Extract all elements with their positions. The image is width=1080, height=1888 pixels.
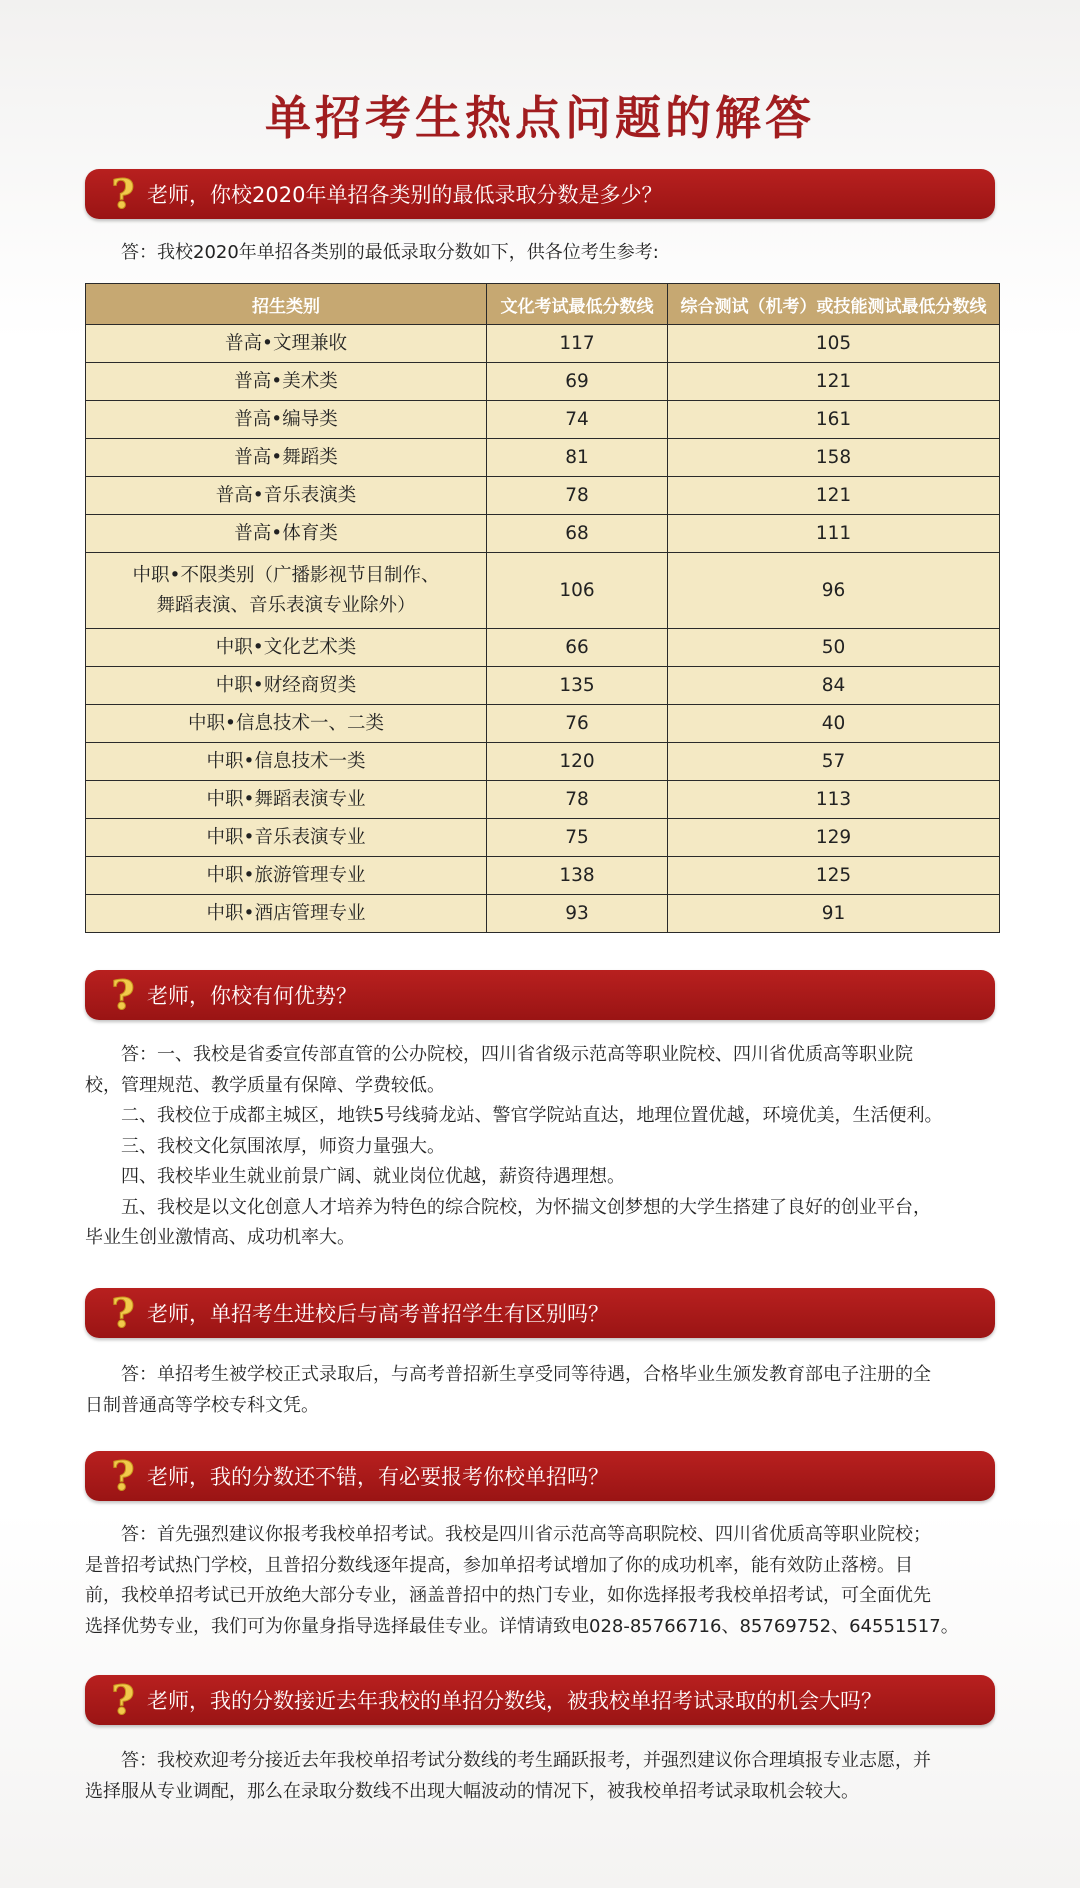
question-bar-1 [85, 169, 995, 219]
cell-category: 中职•财经商贸类 [86, 667, 487, 705]
cell-culture-score: 76 [487, 705, 668, 743]
table-row [86, 705, 1000, 743]
column-header: 文化考试最低分数线 [487, 284, 668, 325]
cell-category: 普高•文理兼收 [86, 325, 487, 363]
cell-category: 中职•文化艺术类 [86, 629, 487, 667]
cell-test-score: 129 [668, 819, 1000, 857]
page-title: 单招考生热点问题的解答 [265, 91, 815, 145]
cell-culture-score: 74 [487, 401, 668, 439]
cell-culture-score: 138 [487, 857, 668, 895]
question-text: 老师，你校有何优势？ [147, 984, 357, 1008]
cell-culture-score: 120 [487, 743, 668, 781]
table-row [86, 477, 1000, 515]
question-bar-4 [85, 1451, 995, 1501]
table-row [86, 895, 1000, 933]
cell-test-score: 40 [668, 705, 1000, 743]
question-text: 老师，你校2020年单招各类别的最低录取分数是多少？ [147, 183, 663, 207]
question-mark-icon [101, 970, 145, 1020]
answer-5: 答：我校欢迎考分接近去年我校单招考试分数线的考生踊跃报考，并强烈建议你合理填报专业志愿，并 选择服从专业调配，那么在录取分数线不出现大幅波动的情况下，被我校单招考试录取机会较大。 [85, 1750, 931, 1802]
table-header-row [86, 284, 1000, 325]
cell-test-score: 121 [668, 363, 1000, 401]
table-row [86, 629, 1000, 667]
question-mark-icon [101, 1675, 145, 1725]
score-table [85, 283, 1000, 933]
question-mark-icon [101, 169, 145, 219]
column-header: 招生类别 [86, 284, 487, 325]
cell-culture-score: 69 [487, 363, 668, 401]
cell-culture-score: 117 [487, 325, 668, 363]
cell-test-score: 158 [668, 439, 1000, 477]
table-row [86, 781, 1000, 819]
cell-category: 普高•编导类 [86, 401, 487, 439]
answer-3: 答：单招考生被学校正式录取后，与高考普招新生享受同等待遇，合格毕业生颁发教育部电子注册的全 日制普通高等学校专科文凭。 [85, 1364, 931, 1416]
cell-culture-score: 75 [487, 819, 668, 857]
cell-category: 中职•信息技术一、二类 [86, 705, 487, 743]
cell-category: 普高•舞蹈类 [86, 439, 487, 477]
question-text: 老师，单招考生进校后与高考普招学生有区别吗？ [147, 1302, 609, 1326]
svg-text:?: ? [111, 173, 135, 215]
cell-test-score: 50 [668, 629, 1000, 667]
question-bar-3 [85, 1288, 995, 1338]
cell-category: 中职•信息技术一类 [86, 743, 487, 781]
cell-culture-score: 78 [487, 781, 668, 819]
table-row [86, 515, 1000, 553]
column-header: 综合测试（机考）或技能测试最低分数线 [668, 284, 1000, 325]
table-row [86, 819, 1000, 857]
cell-test-score: 121 [668, 477, 1000, 515]
cell-category: 中职•酒店管理专业 [86, 895, 487, 933]
table-row [86, 553, 1000, 629]
table-row [86, 325, 1000, 363]
answer-intro: 答：我校2020年单招各类别的最低录取分数如下，供各位考生参考: [121, 242, 659, 263]
question-mark-icon [101, 1288, 145, 1338]
cell-test-score: 161 [668, 401, 1000, 439]
table-row [86, 667, 1000, 705]
svg-text:?: ? [111, 974, 135, 1016]
cell-culture-score: 68 [487, 515, 668, 553]
question-text: 老师，我的分数接近去年我校的单招分数线，被我校单招考试录取的机会大吗？ [147, 1689, 882, 1713]
question-bar-2 [85, 970, 995, 1020]
cell-category: 中职•旅游管理专业 [86, 857, 487, 895]
cell-test-score: 125 [668, 857, 1000, 895]
cell-category: 中职•音乐表演专业 [86, 819, 487, 857]
category-line-2: 舞蹈表演、音乐表演专业除外） [156, 594, 416, 616]
question-mark-icon [101, 1451, 145, 1501]
cell-test-score: 91 [668, 895, 1000, 933]
cell-test-score: 84 [668, 667, 1000, 705]
cell-culture-score: 93 [487, 895, 668, 933]
cell-category: 普高•音乐表演类 [86, 477, 487, 515]
table-row [86, 401, 1000, 439]
svg-text:?: ? [111, 1455, 135, 1497]
svg-text:?: ? [111, 1292, 135, 1334]
cell-category: 中职•舞蹈表演专业 [86, 781, 487, 819]
table-row [86, 363, 1000, 401]
cell-culture-score: 78 [487, 477, 668, 515]
question-bar-5 [85, 1675, 995, 1725]
cell-category: 普高•美术类 [86, 363, 487, 401]
question-text: 老师，我的分数还不错，有必要报考你校单招吗？ [147, 1465, 609, 1489]
cell-test-score: 111 [668, 515, 1000, 553]
cell-category: 普高•体育类 [86, 515, 487, 553]
cell-culture-score: 135 [487, 667, 668, 705]
answer-4: 答：首先强烈建议你报考我校单招考试。我校是四川省示范高等高职院校、四川省优质高等职业院校； 是普招考试热门学校，且普招分数线逐年提高，参加单招考试增加了你的成功机率，能有效防止落榜。目 前，我校单招考试已开放绝大部分专业，涵盖普招中的热门专业，如你选择报考我校单招考试，可全面优先 选择优势专业，我们可为你量身指导选择最佳专业。详情请致电028-85766716、85769752、64551517。 [85, 1524, 959, 1637]
cell-test-score: 113 [668, 781, 1000, 819]
table-row [86, 439, 1000, 477]
cell-culture-score: 106 [487, 553, 668, 629]
cell-test-score: 96 [668, 553, 1000, 629]
cell-culture-score: 81 [487, 439, 668, 477]
cell-category [86, 553, 487, 629]
answer-2: 答：一、我校是省委宣传部直管的公办院校，四川省省级示范高等职业院校、四川省优质高等职业院 校，管理规范、教学质量有保障、学费较低。 二、我校位于成都主城区，地铁5号线骑龙站、警官学院站直达，地理位置优越，环境优美，生活便利。 三、我校文化氛围浓厚，师资力量强大。 四、我校毕业生就业前景广阔、就业岗位优越，薪资待遇理想。 五、我校是以文化创意人才培养为特色的综合院校，为怀揣文创梦想的大学生搭建了良好的创业平台， 毕业生创业激情高、成功机率大。 [85, 1044, 943, 1248]
cell-test-score: 57 [668, 743, 1000, 781]
cell-test-score: 105 [668, 325, 1000, 363]
table-row [86, 743, 1000, 781]
cell-culture-score: 66 [487, 629, 668, 667]
table-row [86, 857, 1000, 895]
category-line-1: 中职•不限类别（广播影视节目制作、 [132, 564, 440, 586]
svg-text:?: ? [111, 1679, 135, 1721]
